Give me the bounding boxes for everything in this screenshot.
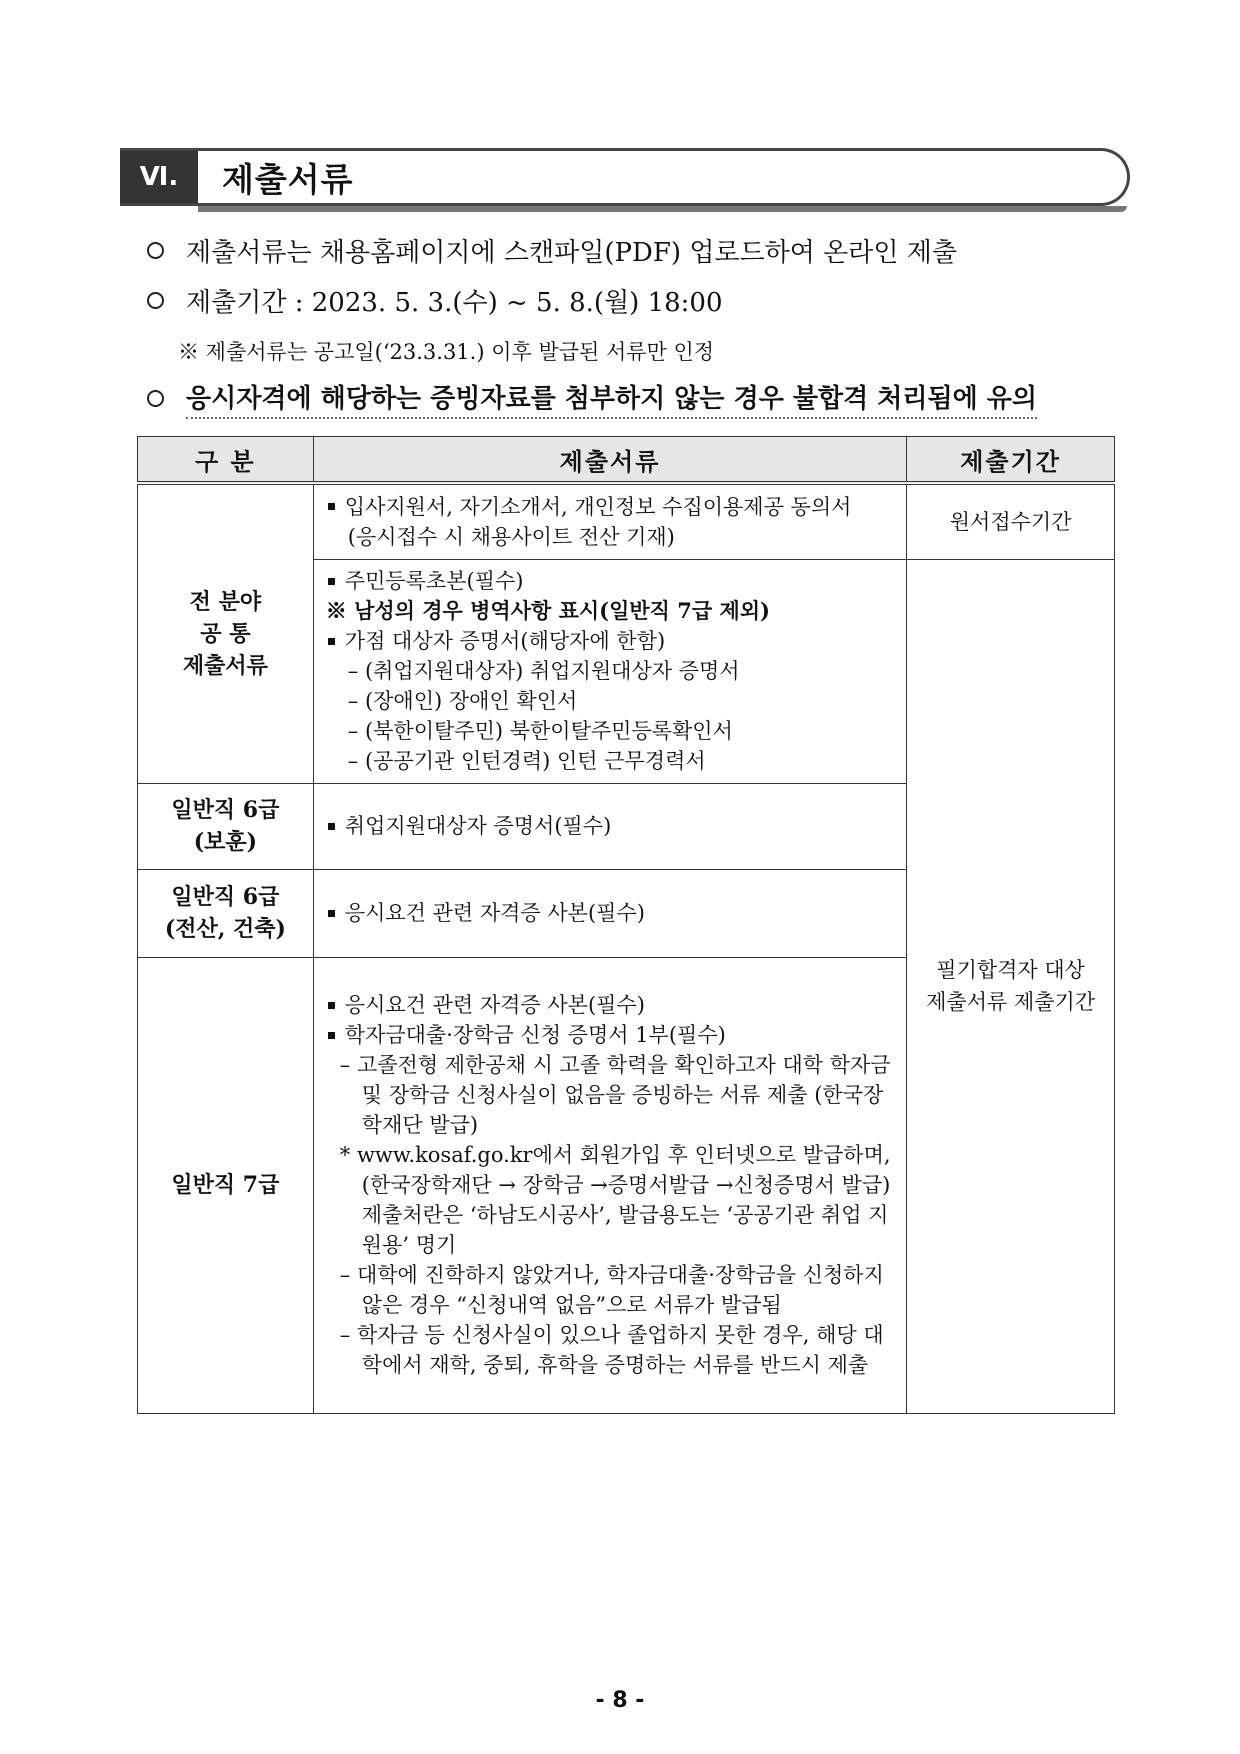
doc-star-note: * www.kosaf.go.kr에서 회원가입 후 인터넷으로 발급하며, (한국장학재단 → 장학금 →증명서발급 →신청증명서 발급) 제출처란은 ‘하남도시공사’, 발급용도는 ‘공공기관 취업 지원용’ 명기 xyxy=(339,1143,891,1257)
category-g6-it xyxy=(138,869,314,957)
category-line: (보훈) xyxy=(193,829,258,855)
doc-item: 주민등록초본(필수) xyxy=(344,569,524,593)
docs-g7 xyxy=(313,957,906,1413)
bullet-upload xyxy=(147,232,957,269)
period-line: 필기합격자 대상 xyxy=(936,958,1085,982)
bullet-warning xyxy=(147,378,1037,419)
docs-application xyxy=(313,483,906,559)
bullet-text: 제출기간 : 2023. 5. 3.(수) ~ 5. 8.(월) 18:00 xyxy=(186,288,723,318)
table-row xyxy=(138,483,1115,559)
category-line: (전산, 건축) xyxy=(164,916,286,942)
circle-bullet-icon xyxy=(147,292,164,309)
category-g6-bohun xyxy=(138,783,314,869)
docs-g6-bohun xyxy=(313,783,906,869)
military-note: ※ 남성의 경우 병역사항 표시(일반직 7급 제외) xyxy=(325,598,770,623)
category-line: 일반직 6급 xyxy=(171,797,280,823)
doc-item: 취업지원대상자 증명서(필수) xyxy=(344,814,612,838)
doc-item: 응시요건 관련 자격증 사본(필수) xyxy=(344,993,645,1017)
square-bullet-icon xyxy=(328,1032,335,1039)
square-bullet-icon xyxy=(328,910,335,917)
period-line: 제출서류 제출기간 xyxy=(926,990,1096,1014)
col-header-documents: 제출서류 xyxy=(313,437,906,484)
category-line: 공 통 xyxy=(200,620,251,647)
docs-g6-it xyxy=(313,869,906,957)
documents-table xyxy=(137,436,1115,1414)
category-common xyxy=(138,483,314,783)
warning-text: 응시자격에 해당하는 증빙자료를 첨부하지 않는 경우 불합격 처리됨에 유의 xyxy=(186,378,1037,419)
doc-sub-item: – (공공기관 인턴경력) 인턴 근무경력서 xyxy=(347,749,706,773)
category-line: 일반직 6급 xyxy=(171,884,280,910)
category-g7: 일반직 7급 xyxy=(138,957,314,1413)
table-header-row xyxy=(138,437,1115,484)
bullet-text: 제출서류는 채용홈페이지에 스캔파일(PDF) 업로드하여 온라인 제출 xyxy=(186,238,958,268)
issue-date-note: ※ 제출서류는 공고일(‘23.3.31.) 이후 발급된 서류만 인정 xyxy=(178,340,715,364)
doc-sub-item: – (취업지원대상자) 취업지원대상자 증명서 xyxy=(347,659,740,683)
doc-item: 학자금대출·장학금 신청 증명서 1부(필수) xyxy=(344,1023,726,1047)
doc-item: 입사지원서, 자기소개서, 개인정보 수집이용제공 동의서 xyxy=(344,494,852,519)
square-bullet-icon xyxy=(328,823,335,830)
page-number: - 8 - xyxy=(595,1688,645,1713)
doc-sub-item: – 학자금 등 신청사실이 있으나 졸업하지 못한 경우, 해당 대학에서 재학, 중퇴, 휴학을 증명하는 서류를 반드시 제출 xyxy=(339,1323,884,1377)
col-header-category: 구 분 xyxy=(138,437,314,484)
doc-sub-item: – (장애인) 장애인 확인서 xyxy=(347,689,578,713)
section-header xyxy=(120,148,1130,206)
circle-bullet-icon xyxy=(147,242,164,259)
col-header-period: 제출기간 xyxy=(907,437,1115,484)
category-line: 전 분야 xyxy=(189,588,262,615)
circle-bullet-icon xyxy=(147,390,164,407)
section-number: Ⅵ. xyxy=(120,151,198,203)
period-application: 원서접수기간 xyxy=(907,483,1115,559)
doc-sub-item: – 고졸전형 제한공채 시 고졸 학력을 확인하고자 대학 학자금 및 장학금 신청사실이 없음을 증빙하는 서류 제출 (한국장학재단 발급) xyxy=(339,1053,891,1137)
doc-item: 가점 대상자 증명서(해당자에 한함) xyxy=(344,629,666,653)
period-written xyxy=(907,559,1115,1413)
bullet-period xyxy=(147,282,723,319)
docs-common xyxy=(313,559,906,783)
category-line: 제출서류 xyxy=(182,652,268,679)
square-bullet-icon xyxy=(328,1002,335,1009)
section-title: 제출서류 xyxy=(222,159,354,199)
square-bullet-icon xyxy=(328,638,335,645)
square-bullet-icon xyxy=(328,578,335,585)
doc-sub-item: – 대학에 진학하지 않았거나, 학자금대출·장학금을 신청하지 않은 경우 “신청내역 없음”으로 서류가 발급됨 xyxy=(339,1263,884,1317)
doc-sub-item: – (북한이탈주민) 북한이탈주민등록확인서 xyxy=(347,719,733,743)
square-bullet-icon xyxy=(328,503,335,510)
doc-note: (응시접수 시 채용사이트 전산 기재) xyxy=(347,524,675,549)
doc-item: 응시요건 관련 자격증 사본(필수) xyxy=(344,901,645,925)
